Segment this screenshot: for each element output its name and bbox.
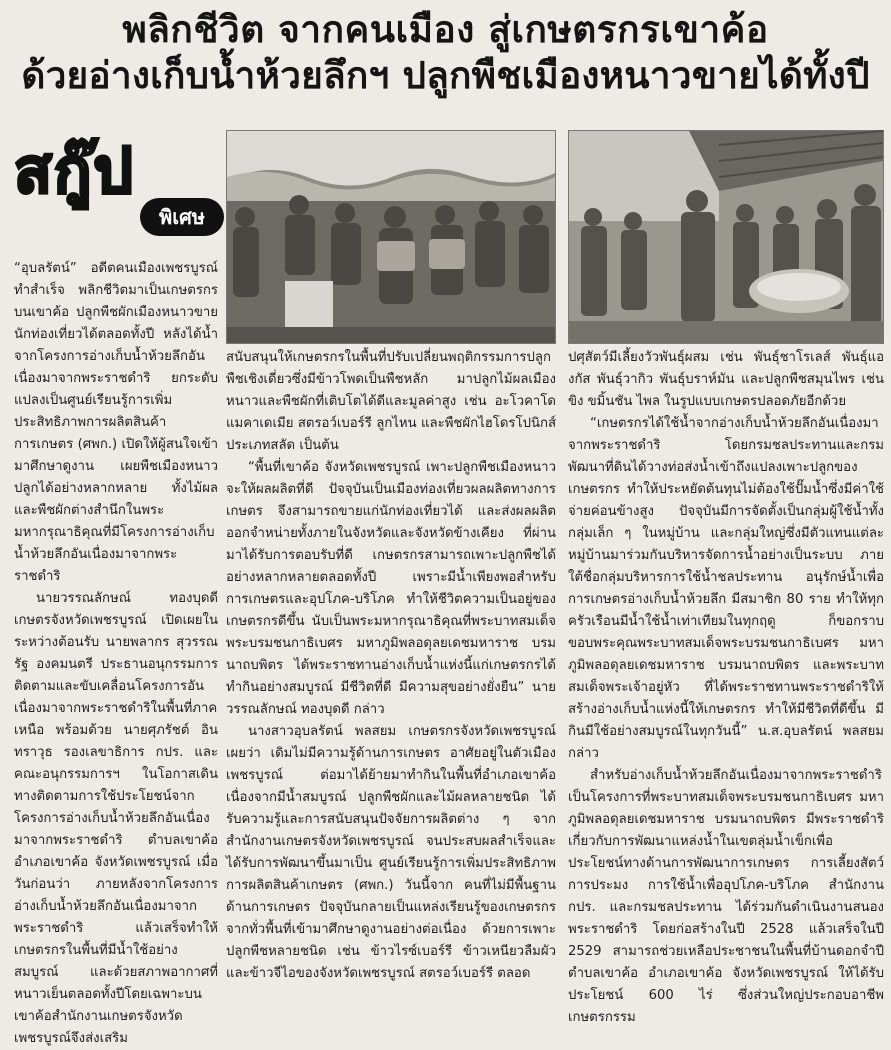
scoop-special-logo [14, 132, 214, 242]
column-2-paragraph-1: สนับสนุนให้เกษตรกรในพื้นที่ปรับเปลี่ยนพฤติกรรมการปลูกพืชเชิงเดี่ยวซึ่งมีข้าวโพดเป็นพืชหลัก มาปลูกไม้ผลเมืองหนาวและพืชผักที่เติบโตได้ดีและมูลค่าสูง เช่น อะโวคาโด แมคาเดเมีย สตรอว์เบอร์รี ลูกไหน และพืชผักไฮโดรโปนิกส์ประเภทสลัด เป็นต้น [226, 350, 556, 453]
column-2-paragraph-2: “พื้นที่เขาค้อ จังหวัดเพชรบูรณ์ เพาะปลูกพืชเมืองหนาวจะให้ผลผลิตที่ดี ปัจจุบันเป็นเมืองท่องเที่ยวผลผลิตทางการเกษตร จึงสามารถขายแก่นักท่องเที่ยวได้ และส่งผลผลิตออกจำหน่ายทั้งภายในจังหวัดและจังหวัดข้างเคียง ที่ผ่านมาได้รับการตอบรับที่ดี เกษตรกรสามารถเพาะปลูกพืชได้อย่างหลากหลายตลอดทั้งปี เพราะมีน้ำเพียงพอสำหรับการเกษตรและอุปโภค-บริโภค ทำให้ชีวิตความเป็นอยู่ของเกษตรกรดีขึ้น นับเป็นพระมหากรุณาธิคุณที่พระบาทสมเด็จพระบรมชนกาธิเบศร มหาภูมิพลอดุลยเดชมหาราช บรมนาถบพิตร ได้พระราชทานอ่างเก็บน้ำแห่งนี้แก่เกษตรกรได้ทำกินอย่างสมบูรณ์ มีชีวิตที่ดี มีความสุขอย่างยั่งยืน” นายวรรณลักษณ์ ทองบุดดี กล่าว [226, 460, 556, 717]
headline-line-1: พลิกชีวิต จากคนเมือง สู่เกษตรกรเขาค้อ [122, 8, 769, 51]
column-1-paragraph-1: “อุบลรัตน์” อดีตคนเมืองเพชรบูรณ์ทำสำเร็จ พลิกชีวิตมาเป็นเกษตรกรบนเขาค้อ ปลูกพืชผักเมืองหนาวขายนักท่องเที่ยวได้ตลอดทั้งปี หลังได้น้ำจากโครงการอ่างเก็บน้ำห้วยลึกอันเนื่องมาจากพระราชดำริ ยกระดับแปลงเป็นศูนย์เรียนรู้การเพิ่มประสิทธิภาพการผลิตสินค้าการเกษตร (ศพก.) เปิดให้ผู้สนใจเข้ามาศึกษาดูงาน เผยพืชเมืองหนาวปลูกได้อย่างหลากหลาย ทั้งไม้ผล และพืชผักต่างสำนึกในพระมหากรุณาธิคุณที่มีโครงการอ่างเก็บน้ำห้วยลึกอันเนื่องมาจากพระราชดำริ [14, 261, 218, 584]
article-column-2 [226, 347, 556, 1000]
article-column-1 [14, 258, 218, 1046]
photo-field-visit [568, 130, 884, 344]
column-2-paragraph-3: นางสาวอุบลรัตน์ พลสยม เกษตรกรจังหวัดเพชรบูรณ์ เผยว่า เดิมไม่มีความรู้ด้านการเกษตร อาศัยอยู่ในตัวเมืองเพชรบูรณ์ ต่อมาได้ย้ายมาทำกินในพื้นที่อำเภอเขาค้อเนื่องจากมีน้ำสมบูรณ์ ปลูกพืชผักและไม้ผลหลายชนิด ได้รับความรู้และการสนับสนุนปัจจัยการผลิตต่าง ๆ จากสำนักงานเกษตรจังหวัดเพชรบูรณ์ จนประสบผลสำเร็จและได้รับการพัฒนาขึ้นมาเป็น ศูนย์เรียนรู้การเพิ่มประสิทธิภาพการผลิตสินค้าเกษตร (ศพก.) วันนี้จาก คนที่ไม่มีพื้นฐานด้านการเกษตร ปัจจุบันกลายเป็นแหล่งเรียนรู้ของเกษตรกรจากทั่วพื้นที่เข้ามาศึกษาดูงานอย่างต่อเนื่อง ด้วยการเพาะปลูกพืชหลายชนิด เช่น ข้าวไรซ์เบอร์รี ข้าวเหนียวลืมผัว และข้าวจีไอของจังหวัดเพชรบูรณ์ สตรอว์เบอร์รี ตลอด [226, 724, 556, 981]
headline [0, 8, 891, 97]
article-column-3 [568, 347, 884, 1025]
photo-meeting-image [227, 131, 555, 343]
logo-main-text: สกู๊ป [14, 134, 135, 207]
column-1-paragraph-2: นายวรรณลักษณ์ ทองบุดดี เกษตรจังหวัดเพชรบูรณ์ เปิดเผยในระหว่างต้อนรับ นายพลากร สุวรรณรัฐ องคมนตรี ประธานอนุกรรมการติดตามและขับเคลื่อนโครงการอันเนื่องมาจากพระราชดำริในพื้นที่ภาคเหนือ พร้อมด้วย นายศุภรัชต์ อินทราวุธ รองเลขาธิการ กปร. และคณะอนุกรรมการฯ ในโอกาสเดินทางติดตามการใช้ประโยชน์จากโครงการอ่างเก็บน้ำห้วยลึกอันเนื่องมาจากพระราชดำริ ตำบลเขาค้อ อำเภอเขาค้อ จังหวัดเพชรบูรณ์ เมื่อวันก่อนว่า ภายหลังจากโครงการอ่างเก็บน้ำห้วยลึกอันเนื่องมาจากพระราชดำริ แล้วเสร็จทำให้เกษตรกรในพื้นที่มีน้ำใช้อย่างสมบูรณ์ และด้วยสภาพอากาศที่หนาวเย็นตลอดทั้งปีโดยเฉพาะบนเขาค้อสำนักงานเกษตรจังหวัดเพชรบูรณ์จึงส่งเสริม [14, 591, 218, 1046]
photo-field-visit-image [569, 131, 883, 343]
column-3-paragraph-3: สำหรับอ่างเก็บน้ำห้วยลึกอันเนื่องมาจากพระราชดำริ เป็นโครงการที่พระบาทสมเด็จพระบรมชนกาธิเบศร มหาภูมิพลอดุลยเดชมหาราช บรมนาถบพิตร มีพระราชดำริเกี่ยวกับการพัฒนาแหล่งน้ำในเขตลุ่มน้ำเข็กเพื่อประโยชน์ทางด้านการพัฒนาการเกษตร การเลี้ยงสัตว์ การประมง การใช้น้ำเพื่ออุปโภค-บริโภค สำนักงาน กปร. และกรมชลประทาน ได้ร่วมกันดำเนินงานสนองพระราชดำริ โดยก่อสร้างในปี 2528 แล้วเสร็จในปี 2529 สามารถช่วยเหลือประชาชนในพื้นที่บ้านดอกจำปี ตำบลเขาค้อ อำเภอเขาค้อ จังหวัดเพชรบูรณ์ ให้ได้รับประโยชน์ 600 ไร่ ซึ่งส่วนใหญ่ประกอบอาชีพเกษตรกรรม [568, 768, 884, 1025]
logo-badge-text: พิเศษ [140, 198, 224, 236]
headline-line-2: ด้วยอ่างเก็บน้ำห้วยลึกฯ ปลูกพืชเมืองหนาวขายได้ทั้งปี [21, 53, 870, 97]
column-3-paragraph-1: ปศุสัตว์มีเลี้ยงวัวพันธุ์ผสม เช่น พันธุ์ชาโรเลส์ พันธุ์แองกัส พันธุ์วากิว พันธุ์บราห์มัน และปลูกพืชสมุนไพร เช่น ขิง ขมิ้นชัน ไพล ในรูปแบบเกษตรปลอดภัยอีกด้วย [568, 350, 884, 409]
column-3-paragraph-2: “เกษตรกรได้ใช้น้ำจากอ่างเก็บน้ำห้วยลึกอันเนื่องมาจากพระราชดำริ โดยกรมชลประทานและกรมพัฒนาที่ดินได้วางท่อส่งน้ำเข้าถึงแปลงเพาะปลูกของเกษตรกร ทำให้ประหยัดต้นทุนไม่ต้องใช้ปั๊มน้ำซึ่งมีค่าใช้จ่ายค่อนข้างสูง ปัจจุบันมีการจัดตั้งเป็นกลุ่มผู้ใช้น้ำทั้งกลุ่มเล็ก ๆ ในหมู่บ้าน และกลุ่มใหญ่ซึ่งมีตัวแทนแต่ละหมู่บ้านมาร่วมกันบริหารจัดการน้ำอย่างเป็นระบบ ภายใต้ชื่อกลุ่มบริหารการใช้น้ำชลประทาน อนุรักษ์น้ำเพื่อการเกษตรอ่างเก็บน้ำห้วยลึก มีสมาชิก 80 ราย ทำให้ทุกครัวเรือนมีน้ำใช้น้ำเท่าเทียมในทุกฤดู ก็ขอกราบขอบพระคุณพระบาทสมเด็จพระบรมชนกาธิเบศร มหาภูมิพลอดุลยเดชมหาราช บรมนาถบพิตร และพระบาทสมเด็จพระเจ้าอยู่หัว ที่ได้พระราชทานพระราชดำริให้สร้างอ่างเก็บน้ำแห่งนี้ให้เกษตรกร ทำให้มีชีวิตที่ดีขึ้น มีกินมีใช้อย่างสมบูรณ์ในทุกวันนี้” น.ส.อุบลรัตน์ พลสยม กล่าว [568, 416, 884, 761]
photo-meeting [226, 130, 556, 344]
